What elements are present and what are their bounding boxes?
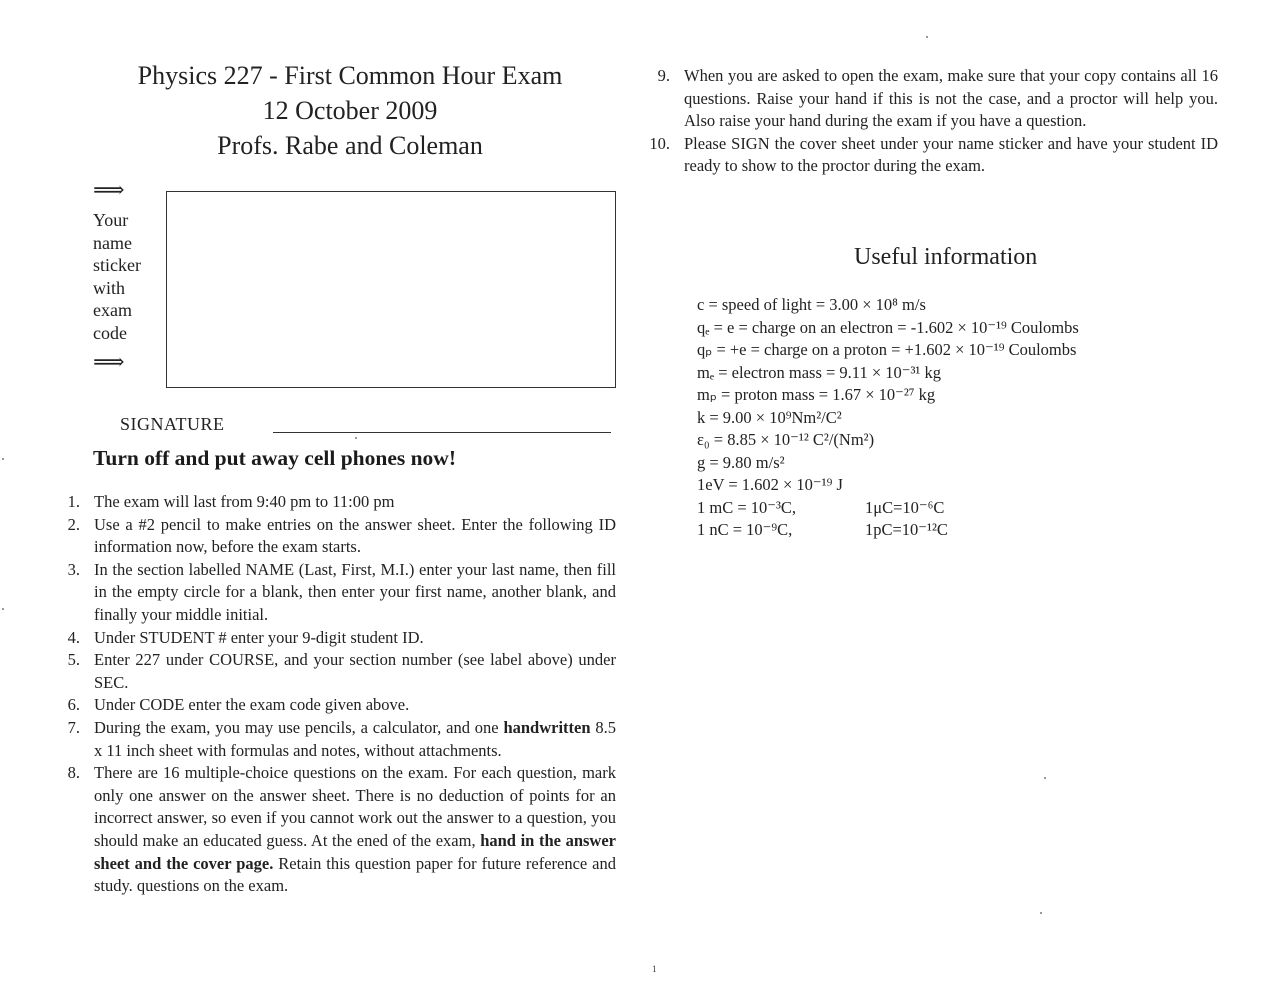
instruction-number: 10. [649,133,670,153]
instruction-item [56,514,616,559]
scan-speck [2,608,4,610]
instruction-text [94,763,616,895]
instruction-number: 5. [67,650,80,670]
instruction-text-part: The exam will last from 9:40 pm to 11:00 pm [94,492,395,511]
constant-line: g = 9.80 m/s² [697,452,785,472]
instruction-number: 3. [67,559,80,579]
instruction-emphasis: hand in the answer sheet and the cover page. [94,830,616,873]
instruction-number: 6. [67,695,80,715]
instruction-text-part: 8.5 x 11 inch sheet with formulas and notes, without attachments. [94,717,617,760]
constant-line: mₑ = electron mass = 9.11 × 10⁻³¹ kg [697,362,941,382]
scan-speck [355,437,357,439]
instruction-number: 1. [67,492,80,511]
scan-speck [2,458,4,460]
instruction-text-part: Please SIGN the cover sheet under your name sticker and have your student ID ready to show to the proctor during the exam. [684,133,1218,176]
exam-date: 12 October 2009 [262,96,438,125]
sticker-label-line: exam [93,300,132,320]
arrow-icon: ⟹ [93,350,125,375]
scan-speck [1040,912,1042,914]
scan-speck [926,36,928,38]
sticker-label-line: Your [93,210,129,230]
instruction-text [94,492,394,511]
instruction-text [94,718,616,760]
instruction-text-part: Under CODE enter the exam code given above. [94,695,410,715]
useful-information-heading: Useful information [854,244,1038,270]
instruction-text-part: During the exam, you may use pencils, a calculator, and one [94,717,504,737]
constant-line: ε₀ = 8.85 × 10⁻¹² C²/(Nm²) [697,430,875,449]
instruction-item [56,627,616,650]
exam-title: Physics 227 - First Common Hour Exam [137,61,563,90]
instruction-number: 9. [657,66,670,85]
constants-list [697,294,1079,542]
instruction-text-part: Use a #2 pencil to make entries on the answer sheet. Enter the following ID information now, before the exam starts. [94,514,616,557]
constant-line: 1eV = 1.602 × 10⁻¹⁹ J [697,475,843,494]
instruction-item [56,717,616,762]
instruction-text [684,66,1218,130]
instruction-emphasis: handwritten [503,717,591,737]
signature-label: SIGNATURE [120,414,225,434]
instruction-item [56,762,616,898]
unit-conversion-row [697,497,1079,520]
instruction-text-part: There are 16 multiple-choice questions on the exam. For each question, mark only one answer on the answer sheet. There is no deduction of points for an incorrect answer, so even if you cannot work out the answer to a question, you should make an educated guess. At the ened of the exam, [94,763,616,850]
instruction-text [94,515,616,557]
unit-conversion: 1pC=10⁻¹²C [865,520,948,539]
instruction-item [56,649,616,694]
instruction-text-part: Under STUDENT # enter your 9-digit student ID. [94,627,424,647]
instruction-item [56,491,616,514]
scan-speck [1044,777,1046,779]
unit-conversion: 1μC=10⁻⁶C [865,497,945,517]
sticker-label-line: sticker [93,255,141,275]
unit-conversion: 1 mC = 10⁻³C, [697,497,797,517]
exam-professors: Profs. Rabe and Coleman [217,131,483,160]
sticker-label-line: code [93,322,127,343]
instructions-list [56,491,616,898]
instruction-item [646,65,1218,133]
arrow-icon: ⟹ [93,178,125,203]
instruction-number: 2. [67,514,80,534]
instruction-item [56,559,616,627]
instructions-list-continued [646,65,1218,178]
constant-line: qₑ = e = charge on an electron = -1.602 × 10⁻¹⁹ Coulombs [697,317,1079,337]
instruction-number: 7. [67,717,80,737]
sticker-label-line: name [93,232,132,253]
instruction-number: 8. [67,763,80,783]
signature-line[interactable] [273,432,611,433]
constant-line: c = speed of light = 3.00 × 10⁸ m/s [697,295,926,314]
page-number: 1 [652,964,657,974]
name-sticker-box[interactable] [166,191,616,388]
instruction-text [94,628,424,647]
constant-line: mₚ = proton mass = 1.67 × 10⁻²⁷ kg [697,385,936,404]
instruction-text [94,650,616,692]
exam-header [90,58,610,163]
instruction-text-part: When you are asked to open the exam, make sure that your copy contains all 16 questions. Raise your hand if this is not the case, and a proctor will help you. Also raise your hand during the exam if you have a question. [684,66,1218,131]
unit-conversion: 1 nC = 10⁻⁹C, [697,520,793,539]
instruction-item [56,694,616,717]
sticker-label-line: with [93,277,126,298]
instruction-text-part: In the section labelled NAME (Last, First, M.I.) enter your last name, then fill in the empty circle for a blank, then enter your first name, another blank, and finally your middle initial. [94,559,616,624]
instruction-text [94,560,616,624]
instruction-text-part: Retain this question paper for future reference and study. questions on the exam. [94,853,616,896]
instruction-text [684,134,1218,176]
instruction-number: 4. [67,627,80,647]
instruction-item [646,133,1218,178]
instruction-text [94,695,409,714]
cell-phone-warning: Turn off and put away cell phones now! [93,446,456,470]
sticker-label [93,209,141,344]
unit-conversion-row [697,519,1079,542]
instruction-text-part: Enter 227 under COURSE, and your section number (see label above) under SEC. [94,650,616,692]
constant-line: qₚ = +e = charge on a proton = +1.602 × 10⁻¹⁹ Coulombs [697,340,1077,359]
constant-line: k = 9.00 × 10⁹Nm²/C² [697,407,842,427]
